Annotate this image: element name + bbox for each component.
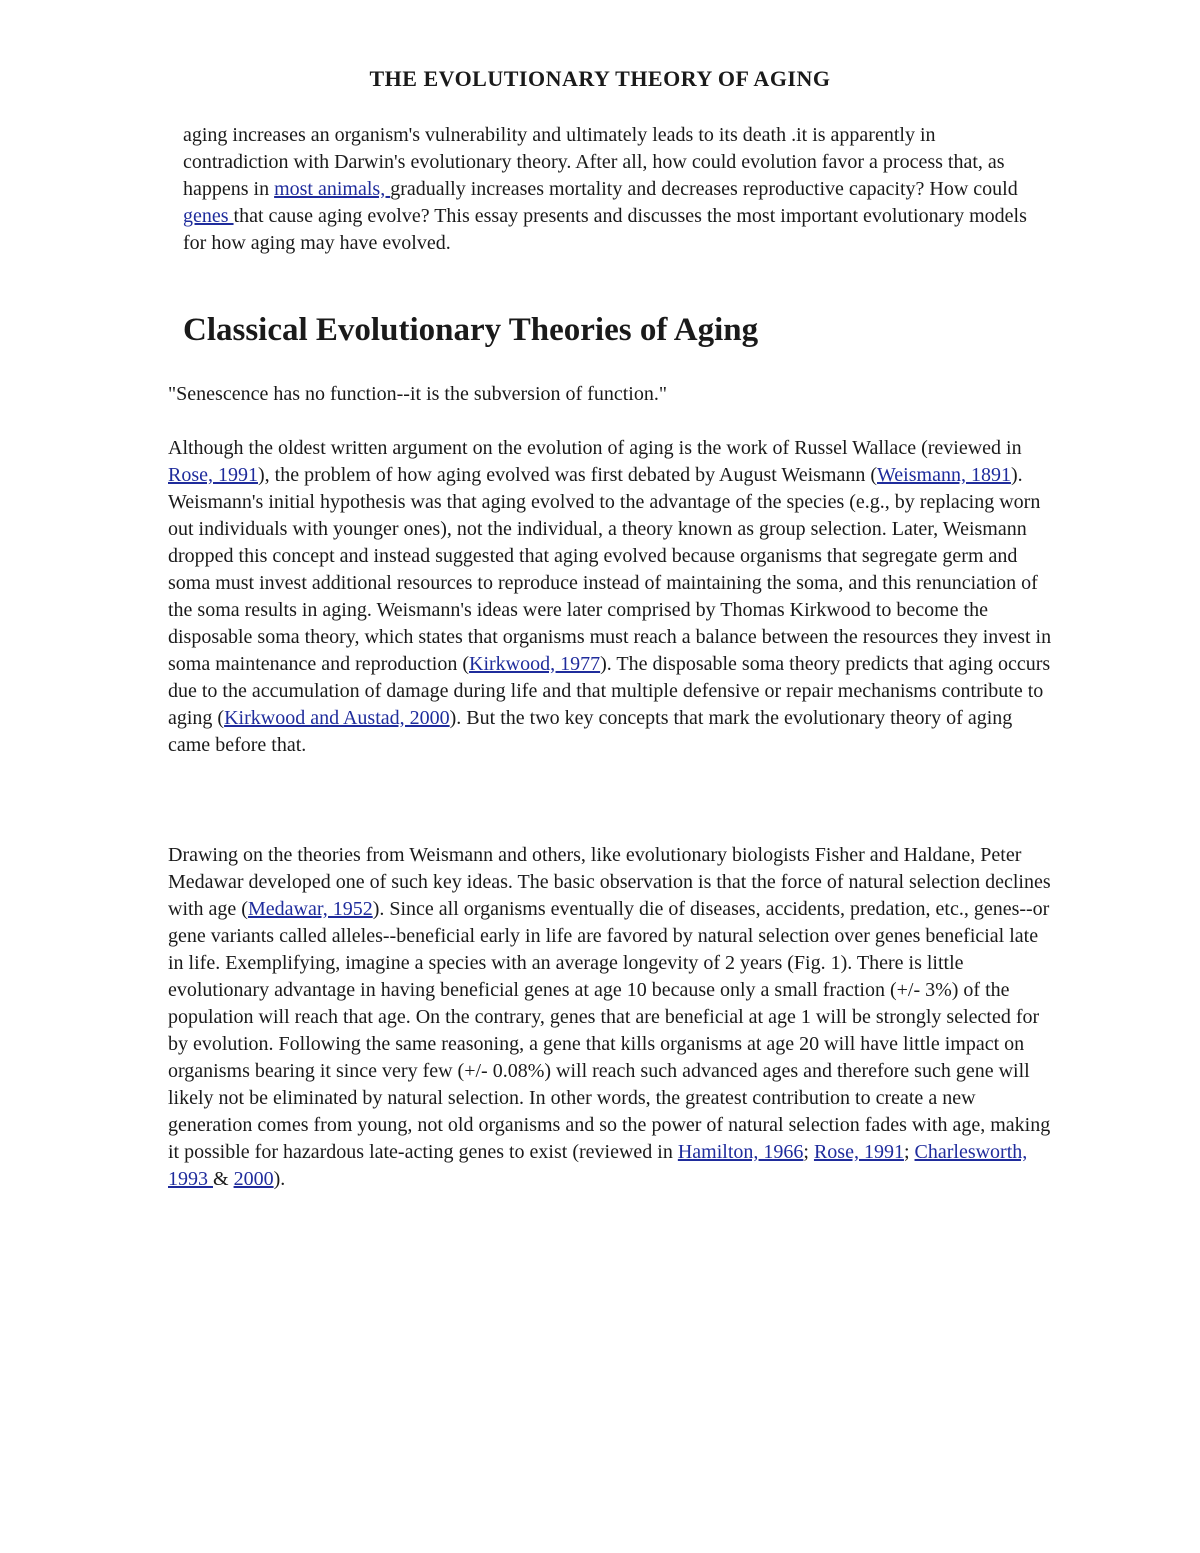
para2-separator-1: ; xyxy=(803,1141,814,1163)
link-hamilton-1966[interactable]: Hamilton, 1966 xyxy=(677,1141,804,1163)
link-rose-1991[interactable]: Rose, 1991 xyxy=(168,464,258,486)
para2-separator-3: & xyxy=(213,1168,234,1190)
link-genes[interactable]: genes xyxy=(183,205,234,227)
intro-text-1: aging increases an organism's vulnerability and ultimately leads to its death .it is apparently in contradiction with Darwin's evolutionary theory. After all, how could evolution favor a process that, as happens in xyxy=(183,124,1005,200)
quote: "Senescence has no function--it is the subversion of function." xyxy=(168,383,667,405)
para2-text-3: ). xyxy=(273,1168,286,1190)
para1-text-5: ). But the two key concepts that mark the evolutionary theory of aging came before that. xyxy=(168,707,1013,756)
para1-text-1: Although the oldest written argument on the evolution of aging is the work of Russel Wallace (reviewed in xyxy=(168,437,1022,459)
link-rose-1991-b[interactable]: Rose, 1991 xyxy=(813,1141,904,1163)
link-charlesworth-1993[interactable]: Charlesworth, 1993 xyxy=(168,1141,1028,1190)
link-charlesworth-2000[interactable]: 2000 xyxy=(233,1168,274,1190)
para1-text-4: ). The disposable soma theory predicts that aging occurs due to the accumulation of damage during life and that multiple defensive or repair mechanisms contribute to aging ( xyxy=(168,653,1051,729)
intro-paragraph xyxy=(183,122,1043,257)
para2-text-2: ). Since all organisms eventually die of diseases, accidents, predation, etc., genes--or gene variants called alleles--beneficial early in life are favored by natural selection over genes beneficial late in life. Exemplifying, imagine a species with an average longevity of 2 years (Fig. 1). There is little evolutionary advantage in having beneficial genes at age 10 because only a small fraction (+/- 3%) of the population will reach that age. On the contrary, genes that are beneficial at age 1 will be strongly selected for by evolution. Following the same reasoning, a gene that kills organisms at age 20 will have little impact on organisms bearing it since very few (+/- 0.08%) will reach such advanced ages and therefore such gene will likely not be eliminated by natural selection. In other words, the greatest contribution to create a new generation comes from young, not old organisms and so the power of natural selection fades with age, making it possible for hazardous late-acting genes to exist (reviewed in xyxy=(168,898,1051,1163)
link-kirkwood-1977[interactable]: Kirkwood, 1977 xyxy=(469,653,601,675)
para2-text-1: Drawing on the theories from Weismann and others, like evolutionary biologists Fisher and Haldane, Peter Medawar developed one of such key ideas. The basic observation is that the force of natural selection declines with age ( xyxy=(168,844,1051,920)
para2-separator-2: ; xyxy=(903,1141,915,1163)
intro-text-2: gradually increases mortality and decreases reproductive capacity? How could xyxy=(390,178,1018,200)
paragraph-medawar xyxy=(168,842,1053,1193)
intro-text-3: that cause aging evolve? This essay presents and discusses the most important evolutionary models for how aging may have evolved. xyxy=(183,205,1027,254)
link-weismann-1891[interactable]: Weismann, 1891 xyxy=(877,464,1011,486)
para1-text-2: ), the problem of how aging evolved was first debated by August Weismann ( xyxy=(258,464,878,486)
link-medawar-1952[interactable]: Medawar, 1952 xyxy=(247,898,373,920)
paragraph-weismann xyxy=(168,435,1053,759)
document-title: THE EVOLUTIONARY THEORY OF AGING xyxy=(369,66,831,91)
section-heading: Classical Evolutionary Theories of Aging xyxy=(183,312,759,348)
link-kirkwood-austad-2000[interactable]: Kirkwood and Austad, 2000 xyxy=(224,707,450,729)
link-most-animals[interactable]: most animals, xyxy=(274,178,391,200)
para1-text-3: ). Weismann's initial hypothesis was that aging evolved to the advantage of the species (e.g., by replacing worn out individuals with younger ones), not the individual, a theory known as group selection. Later, Weismann dropped this concept and instead suggested that aging evolved because organisms that segregate germ and soma must invest additional resources to reproduce instead of maintaining the soma, and this renunciation of the soma results in aging. Weismann's ideas were later comprised by Thomas Kirkwood to become the disposable soma theory, which states that organisms must reach a balance between the resources they invest in soma maintenance and reproduction ( xyxy=(168,464,1052,675)
